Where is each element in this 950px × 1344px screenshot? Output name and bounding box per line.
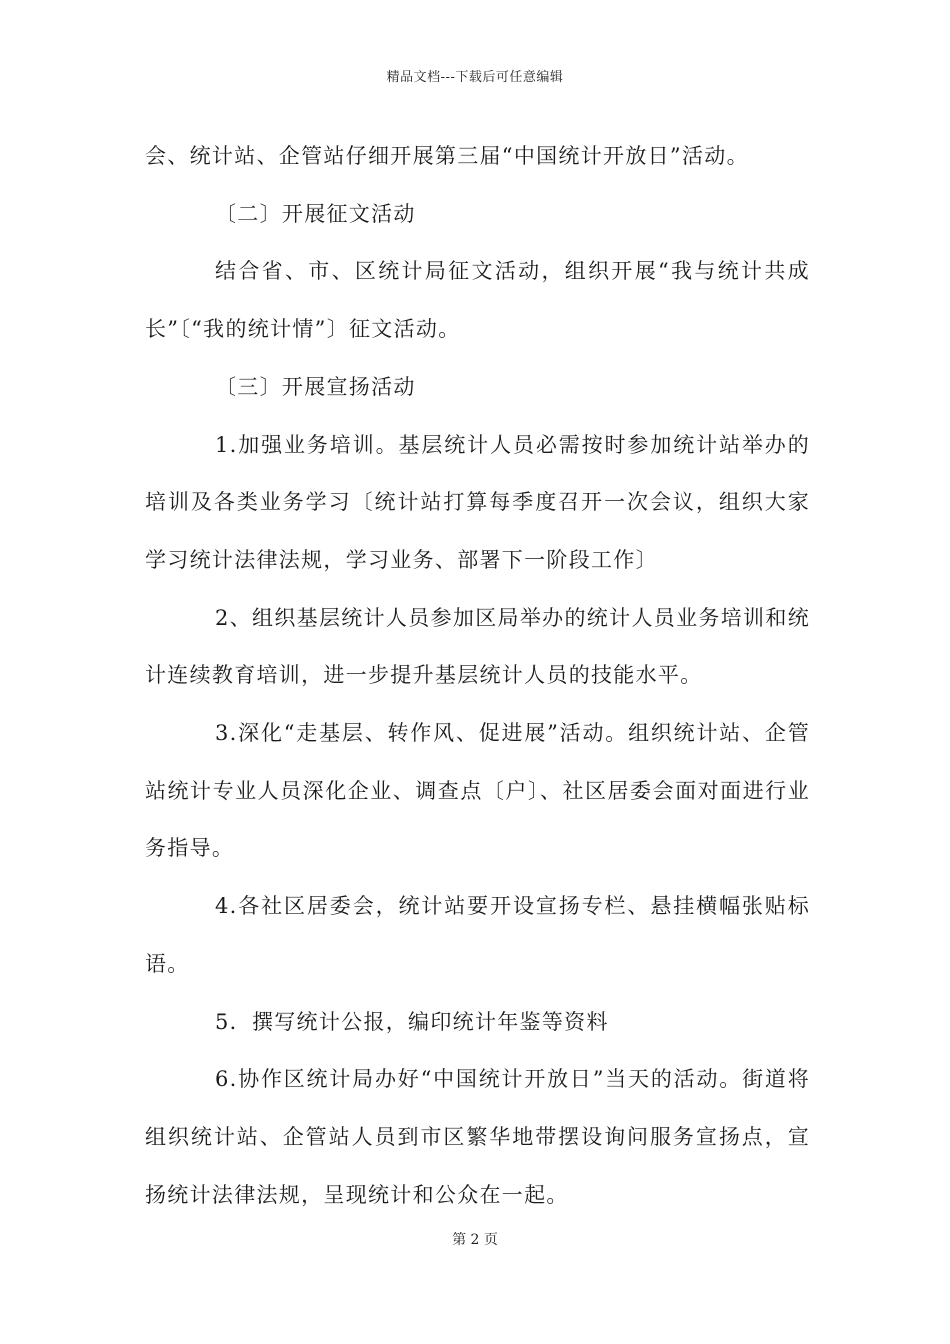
list-item-5: 5．撰写统计公报，编印统计年鉴等资料 (215, 1009, 609, 1034)
list-item-6: 6.协作区统计局办好“中国统计开放日”当天的活动。街道将组织统计站、企管站人员到市区繁华地带摆设询问服务宣扬点，宣扬统计法律法规，呈现统计和公众在一起。 (145, 1067, 810, 1207)
section-heading-essay: 〔二〕开展征文活动 (215, 201, 416, 226)
list-item-4: 4.各社区居委会，统计站要开设宣扬专栏、悬挂横幅张贴标语。 (145, 894, 810, 976)
page-number: 第 2 页 (452, 1232, 498, 1248)
section-heading-publicity: 〔三〕开展宣扬活动 (215, 374, 416, 399)
list-item-1: 1.加强业务培训。基层统计人员必需按时参加统计站举办的培训及各类业务学习〔统计站打算每季度召开一次会议，组织大家学习统计法律法规，学习业务、部署下一阶段工作〕 (145, 432, 810, 572)
list-item-3: 3.深化“走基层、转作风、促进展”活动。组织统计站、企管站统计专业人员深化企业、调查点〔户〕、社区居委会面对面进行业务指导。 (145, 721, 810, 861)
paragraph-essay-activity: 结合省、市、区统计局征文活动，组织开展“我与统计共成长”〔“我的统计情”〕征文活动。 (145, 259, 810, 342)
page-header: 精品文档---下载后可任意编辑 (386, 70, 564, 85)
paragraph-continuation: 会、统计站、企管站仔细开展第三届“中国统计开放日”活动。 (145, 144, 749, 168)
list-item-2: 2、组织基层统计人员参加区局举办的统计人员业务培训和统计连续教育培训，进一步提升基层统计人员的技能水平。 (145, 605, 810, 688)
document-body (145, 128, 810, 1224)
